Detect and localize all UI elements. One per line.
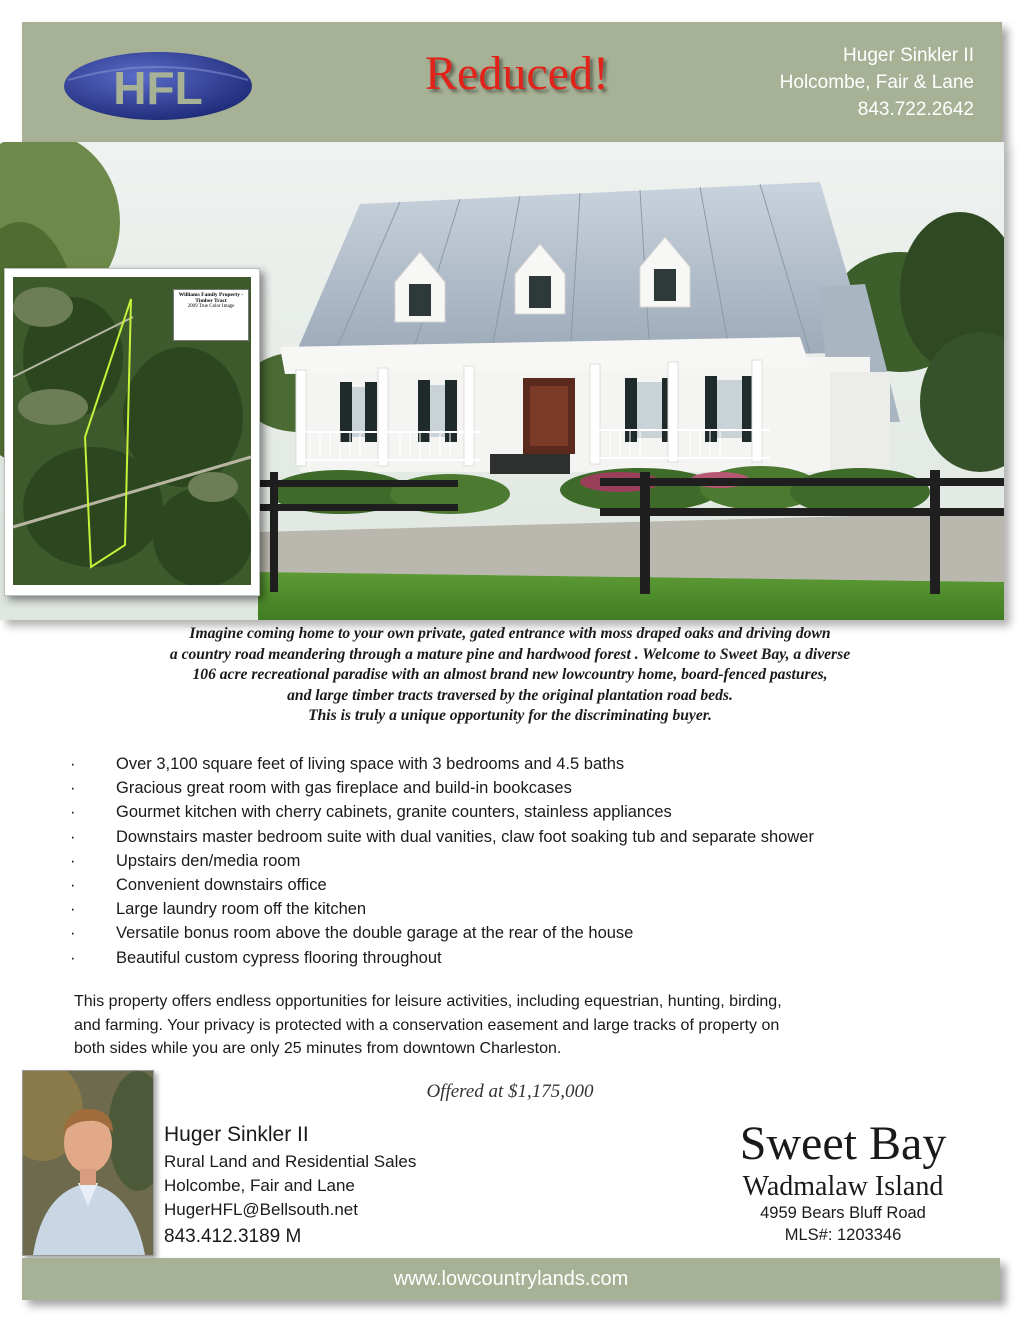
aerial-map-label bbox=[173, 289, 249, 341]
intro-line: 106 acre recreational paradise with an almost brand new lowcountry home, board-fenced pastures, bbox=[192, 666, 828, 683]
list-item bbox=[66, 946, 966, 970]
closing-line: This property offers endless opportunities for leisure activities, including equestrian, hunting, birding, bbox=[74, 993, 782, 1010]
feature-text: Large laundry room off the kitchen bbox=[116, 900, 367, 919]
feature-text: Versatile bonus room above the double garage at the rear of the house bbox=[116, 924, 634, 943]
list-item bbox=[66, 921, 966, 945]
footer-bar bbox=[22, 1258, 1000, 1300]
agent-name: Huger Sinkler II bbox=[164, 1123, 309, 1146]
header-agent-contact bbox=[780, 42, 974, 123]
feature-text: Over 3,100 square feet of living space with 3 bedrooms and 4.5 baths bbox=[116, 755, 625, 773]
feature-text: Gourmet kitchen with cherry cabinets, granite counters, stainless appliances bbox=[116, 803, 672, 822]
feature-text: Beautiful custom cypress flooring throughout bbox=[116, 948, 442, 967]
closing-paragraph bbox=[74, 990, 974, 1061]
intro-line: Imagine coming home to your own private, gated entrance with moss draped oaks and driving down bbox=[189, 625, 831, 642]
bullet: · bbox=[70, 876, 76, 895]
property-mls: MLS#: 1203346 bbox=[784, 1226, 902, 1244]
feature-text: Upstairs den/media room bbox=[116, 851, 301, 870]
bullet: · bbox=[70, 851, 76, 870]
aerial-map-title: Williams Family Property - Timber Tract bbox=[178, 292, 244, 304]
closing-line: both sides while you are only 25 minutes from downtown Charleston. bbox=[74, 1040, 562, 1057]
agent-contact-card bbox=[164, 1120, 416, 1252]
header-agent-name: Huger Sinkler II bbox=[843, 45, 974, 66]
aerial-map-inset bbox=[4, 268, 260, 596]
property-info bbox=[720, 1116, 966, 1246]
logo-text: HFL bbox=[113, 62, 203, 114]
agent-photo bbox=[22, 1070, 154, 1256]
reduced-badge: Reduced! bbox=[425, 47, 609, 100]
features-list bbox=[66, 752, 966, 970]
agent-email[interactable]: HugerHFL@Bellsouth.net bbox=[164, 1200, 358, 1219]
agent-title: Rural Land and Residential Sales bbox=[164, 1152, 417, 1171]
bullet: · bbox=[70, 779, 76, 798]
feature-text: Convenient downstairs office bbox=[116, 876, 327, 895]
bullet: · bbox=[70, 803, 76, 822]
list-item bbox=[66, 873, 966, 897]
property-name: Sweet Bay bbox=[739, 1117, 947, 1170]
agent-phone[interactable]: 843.412.3189 M bbox=[164, 1226, 302, 1247]
intro-line: and large timber tracts traversed by the original plantation road beds. bbox=[287, 686, 733, 704]
bullet: · bbox=[70, 827, 76, 846]
list-item bbox=[66, 897, 966, 921]
property-address: 4959 Bears Bluff Road bbox=[760, 1204, 926, 1222]
bullet: · bbox=[70, 900, 76, 919]
header-company: Holcombe, Fair & Lane bbox=[779, 72, 974, 93]
bullet: · bbox=[70, 924, 76, 943]
agent-company: Holcombe, Fair and Lane bbox=[164, 1176, 355, 1195]
property-location: Wadmalaw Island bbox=[742, 1171, 944, 1202]
feature-text: Downstairs master bedroom suite with dual vanities, claw foot soaking tub and separate shower bbox=[116, 827, 814, 846]
intro-paragraph bbox=[40, 624, 980, 727]
list-item bbox=[66, 849, 966, 873]
closing-line: and farming. Your privacy is protected with a conservation easement and large tracks of property on bbox=[74, 1016, 780, 1034]
list-item bbox=[66, 800, 966, 824]
aerial-map-subtitle: 2009 True Color Image bbox=[187, 304, 235, 309]
website-link[interactable]: www.lowcountrylands.com bbox=[393, 1268, 629, 1290]
offer-price: Offered at $1,175,000 bbox=[426, 1081, 594, 1102]
intro-line: a country road meandering through a mature pine and hardwood forest . Welcome to Sweet Bay, a diverse bbox=[169, 645, 851, 663]
list-item bbox=[66, 825, 966, 849]
list-item bbox=[66, 752, 966, 776]
feature-text: Gracious great room with gas fireplace and build-in bookcases bbox=[116, 779, 572, 798]
header-phone[interactable]: 843.722.2642 bbox=[857, 99, 974, 120]
bullet: · bbox=[70, 948, 76, 967]
hfl-logo bbox=[60, 44, 256, 124]
intro-line: This is truly a unique opportunity for the discriminating buyer. bbox=[308, 707, 712, 724]
bullet: · bbox=[70, 755, 76, 773]
list-item bbox=[66, 776, 966, 800]
header-bar bbox=[22, 22, 1002, 142]
